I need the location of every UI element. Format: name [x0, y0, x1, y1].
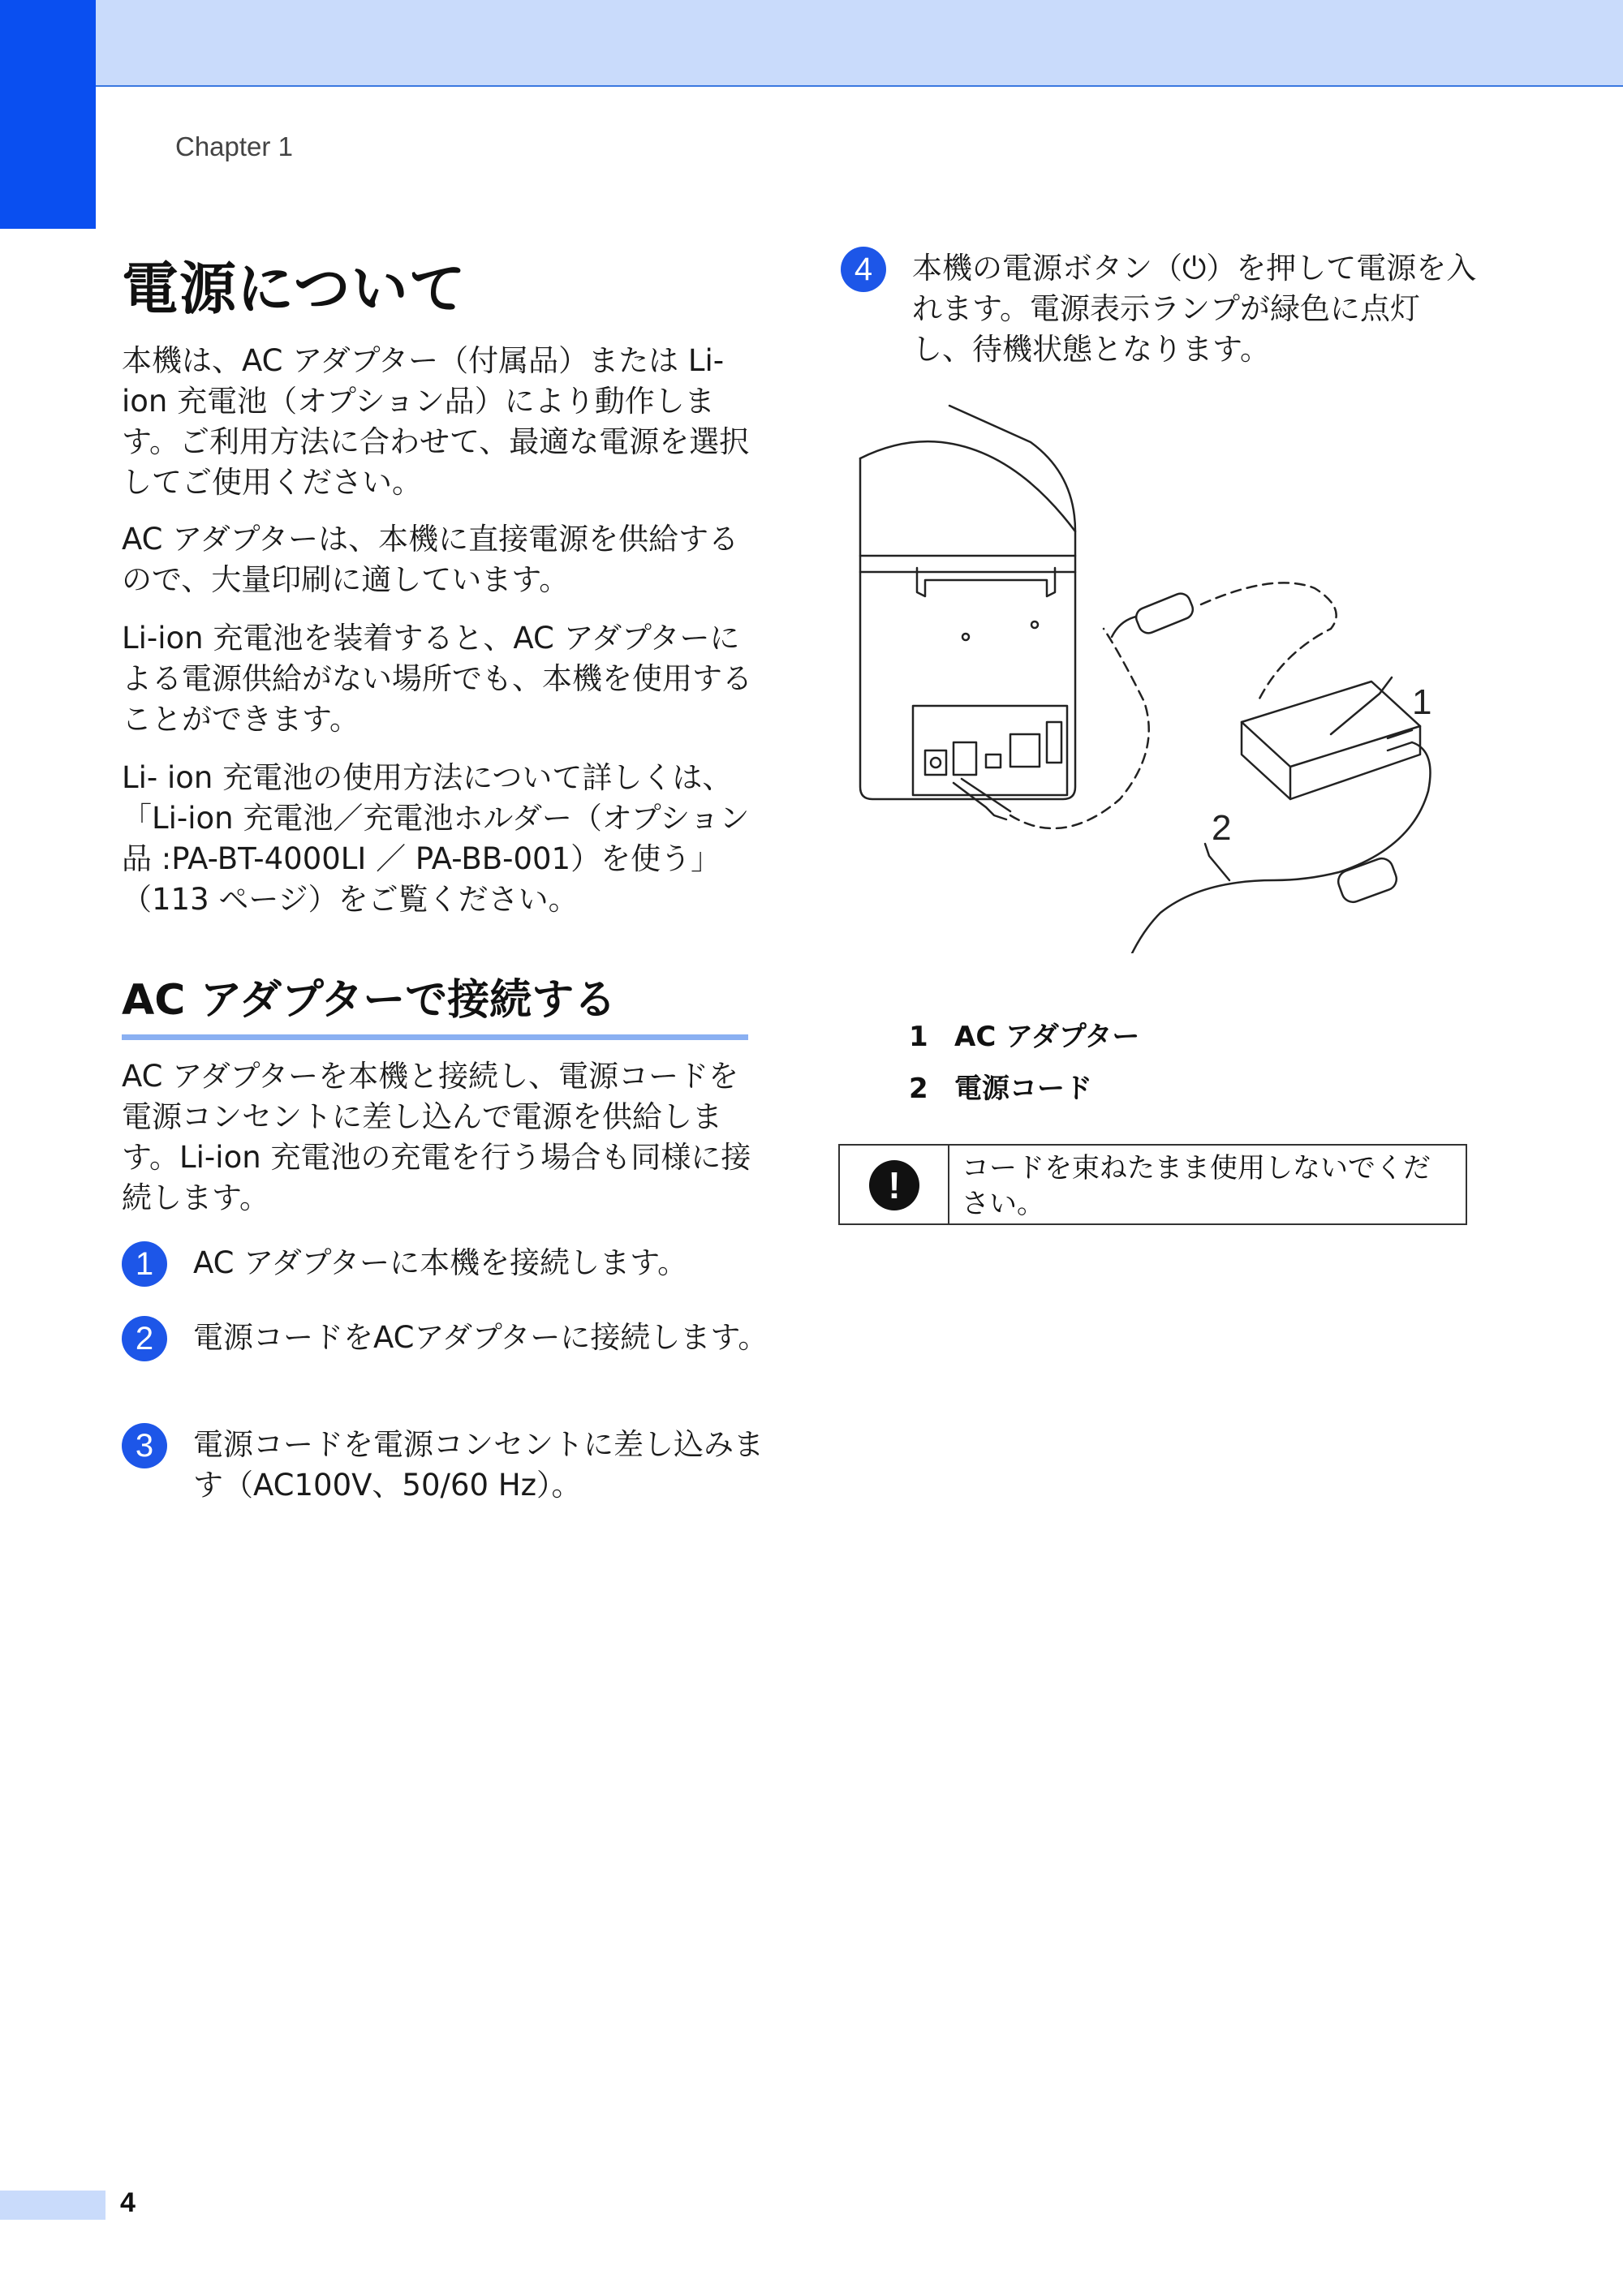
step-number: 1	[122, 1241, 167, 1287]
exclamation-icon: !	[869, 1160, 919, 1210]
footer-band	[0, 2191, 105, 2220]
legend-number: 1	[909, 1021, 928, 1053]
step-text: 本機の電源ボタン（⏻）を押して電源を入れます。電源表示ランプが緑色に点灯し、待機状態となります。	[912, 251, 1477, 367]
chapter-label: Chapter 1	[175, 131, 293, 161]
callout-2: 2	[1212, 808, 1232, 848]
step-text: 電源コードを電源コンセントに差し込みます（AC100V、50/60 Hz）。	[193, 1427, 764, 1503]
step-number: 2	[122, 1316, 167, 1361]
chapter-tab	[0, 0, 96, 229]
step-number: 4	[841, 247, 886, 292]
ferrite-core-dc	[1134, 591, 1196, 636]
note-text: コードを束ねたまま使用しないでください。	[962, 1152, 1431, 1220]
printer-body	[860, 406, 1075, 799]
intro-paragraph: 本機は、AC アダプター（付属品）または Li-ion 充電池（オプション品）により動作します。ご利用方法に合わせて、最適な電源を選択してご使用ください。	[122, 343, 750, 500]
battery-reference-paragraph: Li- ion 充電池の使用方法について詳しくは、「Li-ion 充電池／充電池ホルダー（オプション品 :PA-BT-4000LI ／ PA-BB-001）を使う」（113 ページ）をご覧ください。	[122, 760, 750, 917]
section-title-power: 電源について	[122, 256, 467, 322]
legend-label: 電源コード	[954, 1073, 1092, 1105]
header-band	[0, 0, 1623, 87]
callout-1: 1	[1412, 682, 1432, 722]
step-text: 電源コードをACアダプターに接続します。	[193, 1320, 768, 1355]
power-cord	[1132, 742, 1431, 953]
callout-line-2	[1205, 844, 1229, 880]
callout-line-1	[1331, 677, 1392, 734]
caution-note	[838, 1144, 1467, 1225]
ferrite-core-ac	[1335, 855, 1399, 905]
step-number: 3	[122, 1423, 167, 1468]
legend-label: AC アダプター	[954, 1021, 1140, 1053]
legend-item-power-cord	[909, 1066, 1092, 1106]
page-number: 4	[120, 2187, 136, 2218]
step-text: AC アダプターに本機を接続します。	[193, 1245, 688, 1280]
ac-adapter-brick	[1242, 681, 1420, 799]
battery-paragraph: Li-ion 充電池を装着すると、AC アダプターによる電源供給がない場所でも、本機を使用することができます。	[122, 621, 752, 737]
ac-adapter-paragraph: AC アダプターは、本機に直接電源を供給するので、大量印刷に適しています。	[122, 522, 739, 597]
legend-number: 2	[909, 1073, 928, 1105]
note-icon-cell	[840, 1146, 949, 1223]
legend-item-ac-adapter	[909, 1014, 1139, 1054]
printer-adapter-illustration	[852, 393, 1469, 953]
section-title-ac-connect: AC アダプターで接続する	[122, 965, 748, 1040]
connect-intro-paragraph: AC アダプターを本機と接続し、電源コードを電源コンセントに差し込んで電源を供給します。Li-ion 充電池の充電を行う場合も同様に接続します。	[122, 1059, 751, 1215]
